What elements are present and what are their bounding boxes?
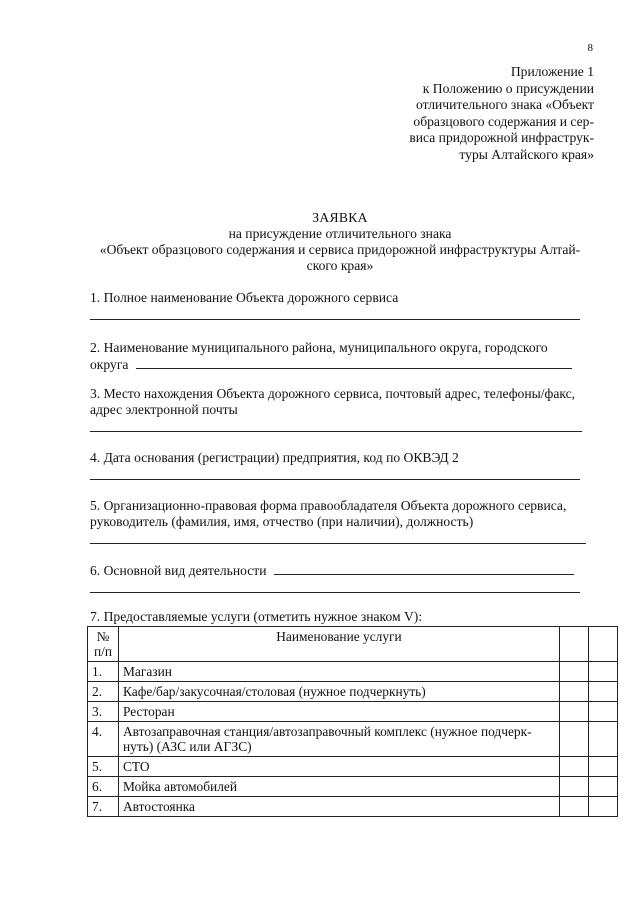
table-row: [88, 662, 618, 682]
row-mark-cell-2[interactable]: [589, 757, 618, 777]
field-location-label: 3. Место нахождения Объекта дорожного сервиса, почтовый адрес, телефоны/факс,: [90, 386, 576, 401]
field-full-name-input[interactable]: [90, 319, 580, 320]
field-municipality-input[interactable]: [136, 356, 572, 369]
field-municipality-label-cont: округа: [90, 357, 129, 372]
field-municipality: [90, 340, 590, 373]
row-mark-cell[interactable]: [560, 662, 589, 682]
field-location: [90, 386, 590, 432]
field-legal-form-label: 5. Организационно-правовая форма правообладателя Объекта дорожного сервиса,: [90, 498, 567, 513]
row-mark-cell-2[interactable]: [589, 722, 618, 757]
row-mark-cell[interactable]: [560, 702, 589, 722]
table-row: [88, 797, 618, 817]
page-number: 8: [587, 42, 593, 54]
header-mark-cell: [560, 627, 589, 662]
row-service-name: Кафе/бар/закусочная/столовая (нужное подчеркнуть): [119, 682, 560, 702]
field-main-activity: [90, 562, 590, 593]
row-mark-cell[interactable]: [560, 682, 589, 702]
table-row: [88, 682, 618, 702]
row-number: 2.: [88, 682, 119, 702]
row-mark-cell-2[interactable]: [589, 797, 618, 817]
field-legal-form-input[interactable]: [90, 543, 586, 544]
row-number: 3.: [88, 702, 119, 722]
title-subheading: на присуждение отличительного знака: [228, 226, 452, 241]
appendix-heading: [364, 64, 594, 163]
field-main-activity-input-2[interactable]: [90, 592, 580, 593]
document-title: [80, 209, 600, 274]
row-mark-cell[interactable]: [560, 777, 589, 797]
table-row: [88, 702, 618, 722]
table-row: [88, 722, 618, 757]
header-mark-cell-2: [589, 627, 618, 662]
row-service-name: Ресторан: [119, 702, 560, 722]
row-number: 4.: [88, 722, 119, 757]
appendix-line: образцового содержания и сер-: [413, 113, 594, 129]
table-row: [88, 757, 618, 777]
row-number: 6.: [88, 777, 119, 797]
appendix-line: к Положению о присуждении: [422, 80, 594, 96]
row-mark-cell[interactable]: [560, 722, 589, 757]
field-legal-form-label-cont: руководитель (фамилия, имя, отчество (при наличии), должность): [90, 514, 474, 529]
field-municipality-label: 2. Наименование муниципального района, муниципального округа, городского: [90, 340, 548, 355]
appendix-line: отличительного знака «Объект: [416, 97, 594, 112]
row-mark-cell-2[interactable]: [589, 702, 618, 722]
appendix-line: туры Алтайского края»: [459, 146, 594, 162]
field-full-name-label: 1. Полное наименование Объекта дорожного сервиса: [90, 290, 399, 305]
appendix-line: Приложение 1: [510, 64, 594, 79]
field-main-activity-label: 6. Основной вид деятельности: [90, 563, 267, 578]
appendix-line: виса придорожной инфраструк-: [409, 130, 594, 145]
row-mark-cell-2[interactable]: [589, 777, 618, 797]
row-number: 5.: [88, 757, 119, 777]
field-location-input[interactable]: [90, 431, 582, 432]
row-mark-cell-2[interactable]: [589, 682, 618, 702]
services-table: [87, 626, 618, 817]
title-award-name: «Объект образцового содержания и сервиса придорожной инфраструктуры Алтай-: [99, 242, 581, 257]
row-service-name: СТО: [119, 757, 560, 777]
field-full-name: [90, 290, 590, 320]
field-founding-date-input[interactable]: [90, 479, 580, 480]
field-services-label: 7. Предоставляемые услуги (отметить нужное знаком V):: [90, 609, 423, 624]
row-service-name: Автозаправочная станция/автозаправочный комплекс (нужное подчерк- нуть) (АЗС или АГЗС): [119, 722, 560, 757]
header-number: № п/п: [88, 627, 119, 662]
header-service-name: Наименование услуги: [119, 627, 560, 662]
row-number: 7.: [88, 797, 119, 817]
field-main-activity-input[interactable]: [274, 562, 574, 575]
title-heading: ЗАЯВКА: [312, 210, 368, 225]
field-founding-date: [90, 450, 590, 480]
table-header-row: [88, 627, 618, 662]
title-award-name-cont: ского края»: [306, 258, 374, 273]
field-legal-form: [90, 498, 590, 544]
row-number: 1.: [88, 662, 119, 682]
row-service-name: Мойка автомобилей: [119, 777, 560, 797]
row-service-name: Магазин: [119, 662, 560, 682]
row-mark-cell[interactable]: [560, 797, 589, 817]
row-mark-cell-2[interactable]: [589, 662, 618, 682]
row-service-name: Автостоянка: [119, 797, 560, 817]
field-founding-date-label: 4. Дата основания (регистрации) предприятия, код по ОКВЭД 2: [90, 450, 459, 465]
field-services: [90, 609, 590, 625]
table-row: [88, 777, 618, 797]
row-mark-cell[interactable]: [560, 757, 589, 777]
field-location-label-cont: адрес электронной почты: [90, 402, 238, 417]
